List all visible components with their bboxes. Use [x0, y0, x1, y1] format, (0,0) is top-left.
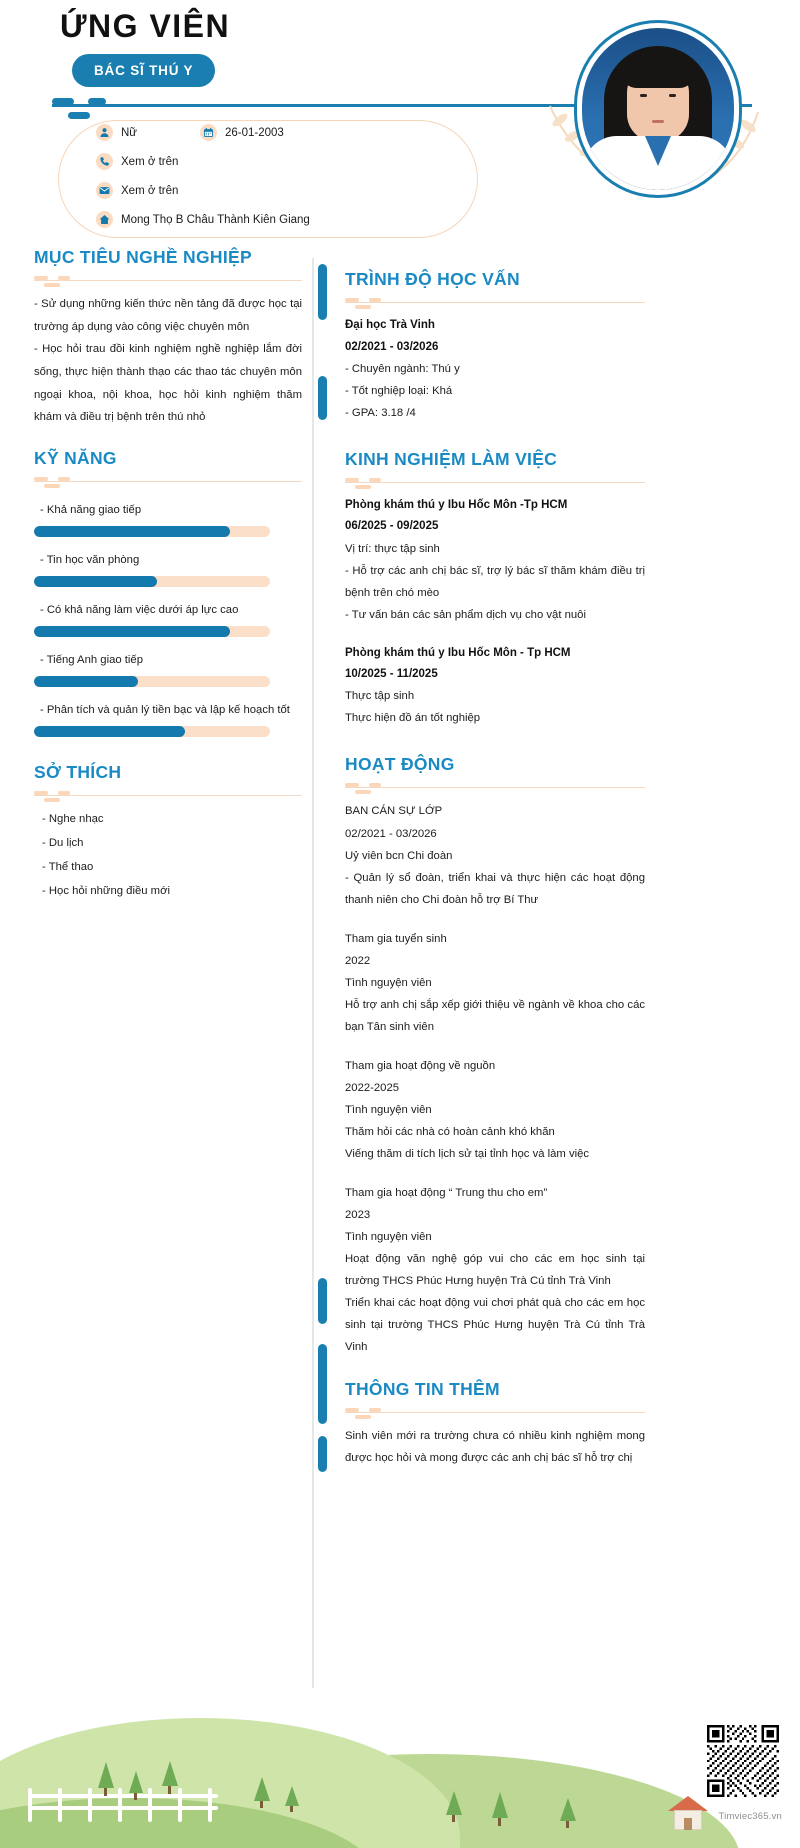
- activity-detail: Thăm hỏi các nhà có hoàn cảnh khó khăn: [345, 1125, 555, 1138]
- mail-icon: [96, 182, 113, 199]
- activity-detail: Hỗ trợ anh chị sắp xếp giới thiệu về ngành về khoa cho các bạn Tân sinh viên: [345, 998, 645, 1033]
- experience-company: Phòng khám thú y Ibu Hốc Môn -Tp HCM: [345, 499, 568, 512]
- experience-date: 06/2025 - 09/2025: [345, 520, 439, 533]
- section-title-activities: HOẠT ĐỘNG: [345, 754, 455, 775]
- section-education: [345, 270, 645, 424]
- experience-detail: Vị trí: thực tập sinh: [345, 542, 440, 555]
- contact-row-phone: [96, 147, 496, 176]
- skill-bar-fill: [34, 526, 230, 537]
- section-rule: [34, 274, 302, 286]
- activity-entry: [345, 1182, 645, 1358]
- tree-icon: [492, 1792, 508, 1818]
- skill-bar-track: [34, 526, 270, 537]
- phone-icon: [96, 153, 113, 170]
- section-objective: [34, 248, 302, 429]
- objective-paragraph: - Học hỏi trau đồi kinh nghiệm nghề nghiệp lắm đời sống, thực hiện thành thạo các thao tác chuyên môn ngoại khoa, nội khoa, học hỏi kinh nghiệm thăm khám và điều trị bệnh trên thú nhỏ: [34, 343, 302, 424]
- section-rule: [345, 1406, 645, 1418]
- skill-label: - Phân tích và quản lý tiền bạc và lập kế hoạch tốt: [40, 704, 290, 717]
- divider-tick-2: [318, 376, 327, 420]
- skill-label: - Có khả năng làm việc dưới áp lực cao: [40, 604, 239, 617]
- activity-entry: [345, 800, 645, 910]
- activity-detail: Triển khai các hoạt động vui chơi phát quà cho các em học sinh tại trường THCS Phúc Hưng huyện Trà Cú tỉnh Trà Vinh: [345, 1296, 645, 1353]
- contact-email: Xem ở trên: [121, 184, 179, 197]
- hobby-item: - Học hỏi những điều mới: [42, 884, 171, 897]
- skill-bar-fill: [34, 726, 185, 737]
- contact-list: [96, 118, 496, 234]
- section-title-skills: KỸ NĂNG: [34, 447, 117, 468]
- calendar-icon: [200, 124, 217, 141]
- divider-tick-1: [318, 264, 327, 320]
- skill-item: [34, 549, 302, 587]
- column-divider: [312, 258, 314, 1748]
- section-title-objective: MỤC TIÊU NGHỀ NGHIỆP: [34, 247, 252, 267]
- tree-icon: [98, 1762, 114, 1788]
- activity-entry: [345, 928, 645, 1038]
- skill-label: - Tin học văn phòng: [40, 554, 140, 567]
- tree-icon: [285, 1786, 299, 1806]
- skill-bar-track: [34, 626, 270, 637]
- skill-bar-track: [34, 676, 270, 687]
- objective-text: [34, 293, 302, 429]
- cv-header: [0, 0, 800, 248]
- section-activities: [345, 755, 645, 1358]
- experience-entry: [345, 643, 645, 730]
- section-rule: [34, 789, 302, 801]
- activity-entry: [345, 1055, 645, 1165]
- skill-bar-fill: [34, 626, 230, 637]
- hobby-item: - Thể thao: [42, 860, 94, 873]
- skill-item: [34, 499, 302, 537]
- tree-icon: [446, 1791, 462, 1815]
- skill-item: [34, 599, 302, 637]
- section-skills: [34, 449, 302, 737]
- section-rule: [345, 296, 645, 308]
- education-date: 02/2021 - 03/2026: [345, 340, 439, 353]
- contact-phone: Xem ở trên: [121, 155, 179, 168]
- skill-label: - Khả năng giao tiếp: [40, 504, 142, 517]
- tree-icon: [560, 1798, 576, 1821]
- activity-date: 2023: [345, 1208, 371, 1221]
- skill-bar-track: [34, 576, 270, 587]
- tree-icon: [162, 1761, 178, 1786]
- job-title-badge: BÁC SĨ THÚ Y: [72, 54, 215, 87]
- skill-bar-fill: [34, 576, 157, 587]
- activity-date: 2022-2025: [345, 1081, 400, 1094]
- section-rule: [34, 475, 302, 487]
- header-dash-3: [68, 112, 90, 119]
- contact-row-email: [96, 176, 496, 205]
- skill-label: - Tiếng Anh giao tiếp: [40, 654, 144, 667]
- skill-bar-fill: [34, 676, 138, 687]
- activity-detail: Tình nguyện viên: [345, 976, 432, 989]
- skill-bar-track: [34, 726, 270, 737]
- tree-icon: [254, 1777, 270, 1801]
- activity-detail: Hoạt động văn nghệ góp vui cho các em học sinh tại trường THCS Phúc Hưng huyện Trà Cú tỉnh Trà Vinh: [345, 1252, 645, 1287]
- activity-detail: Tình nguyện viên: [345, 1103, 432, 1116]
- experience-detail: Thực hiện đồ án tốt nghiệp: [345, 712, 481, 725]
- divider-tick-5: [318, 1436, 327, 1472]
- section-hobbies: [34, 763, 302, 903]
- activity-date: 02/2021 - 03/2026: [345, 827, 437, 840]
- skill-item: [34, 699, 302, 737]
- experience-company: Phòng khám thú y Ibu Hốc Môn - Tp HCM: [345, 646, 571, 659]
- experience-detail: - Hỗ trợ các anh chị bác sĩ, trợ lý bác sĩ thăm khám điều trị bệnh trên chó mèo: [345, 564, 645, 599]
- more-info-text: Sinh viên mới ra trường chưa có nhiều kinh nghiệm mong được học hỏi và mong được các anh chị bác sĩ hỗ trợ chị: [345, 1430, 645, 1465]
- experience-entry: [345, 495, 645, 626]
- contact-row-gender-birthdate: [96, 118, 496, 147]
- activity-name: Tham gia tuyển sinh: [345, 932, 447, 945]
- cv-footer: [0, 1688, 800, 1848]
- house-icon: [668, 1796, 708, 1830]
- education-entry: [345, 315, 645, 424]
- objective-paragraph: - Sử dụng những kiến thức nền tảng đã được học tại trường áp dụng vào công việc chuyên môn: [34, 298, 302, 333]
- tree-icon: [129, 1771, 143, 1793]
- education-detail: - GPA: 3.18 /4: [345, 406, 416, 419]
- experience-detail: Thực tập sinh: [345, 690, 415, 703]
- section-experience: [345, 450, 645, 729]
- section-title-hobbies: SỞ THÍCH: [34, 762, 122, 783]
- section-title-more-info: THÔNG TIN THÊM: [345, 1378, 500, 1399]
- activity-name: Tham gia hoạt động về nguồn: [345, 1059, 496, 1072]
- activity-detail: Uỷ viên bcn Chi đoàn: [345, 849, 453, 862]
- section-rule: [345, 476, 645, 488]
- contact-row-address: [96, 205, 496, 234]
- education-school: Đại học Trà Vinh: [345, 319, 435, 332]
- person-icon: [96, 124, 113, 141]
- activity-name: Tham gia hoạt động “ Trung thu cho em”: [345, 1186, 548, 1199]
- candidate-name: ỨNG VIÊN: [60, 8, 231, 44]
- skill-item: [34, 649, 302, 687]
- activity-detail: - Quản lý sổ đoàn, triển khai và thực hiện các hoạt động thanh niên cho Chi đoàn hỗ trợ Bí Thư: [345, 871, 645, 906]
- divider-tick-3: [318, 1278, 327, 1324]
- education-detail: - Chuyên ngành: Thú y: [345, 362, 460, 375]
- activity-detail: Viếng thăm di tích lịch sử tại tỉnh học và làm việc: [345, 1147, 590, 1160]
- hobby-item: - Nghe nhạc: [42, 813, 104, 826]
- activity-name: BAN CÁN SỰ LỚP: [345, 805, 443, 818]
- education-detail: - Tốt nghiệp loại: Khá: [345, 384, 453, 397]
- experience-detail: - Tư vấn bán các sản phẩm dịch vụ cho vật nuôi: [345, 608, 586, 621]
- contact-gender: Nữ: [121, 126, 138, 139]
- experience-date: 10/2025 - 11/2025: [345, 667, 438, 680]
- footer-fence: [28, 1782, 218, 1822]
- activity-detail: Tình nguyện viên: [345, 1230, 432, 1243]
- qr-code[interactable]: [704, 1722, 782, 1800]
- home-icon: [96, 211, 113, 228]
- contact-address: Mong Thọ B Châu Thành Kiên Giang: [121, 213, 310, 226]
- watermark-text: Timviec365.vn: [718, 1811, 782, 1822]
- contact-birthdate: 26-01-2003: [225, 126, 284, 139]
- divider-tick-4: [318, 1344, 327, 1424]
- hobby-item: - Du lịch: [42, 837, 84, 850]
- section-rule: [345, 781, 645, 793]
- activity-date: 2022: [345, 954, 371, 967]
- section-title-experience: KINH NGHIỆM LÀM VIỆC: [345, 448, 558, 469]
- candidate-photo: [574, 20, 742, 198]
- right-column: [345, 248, 645, 1489]
- section-more-info: [345, 1380, 645, 1469]
- section-title-education: TRÌNH ĐỘ HỌC VẤN: [345, 269, 520, 289]
- left-column: [34, 248, 302, 923]
